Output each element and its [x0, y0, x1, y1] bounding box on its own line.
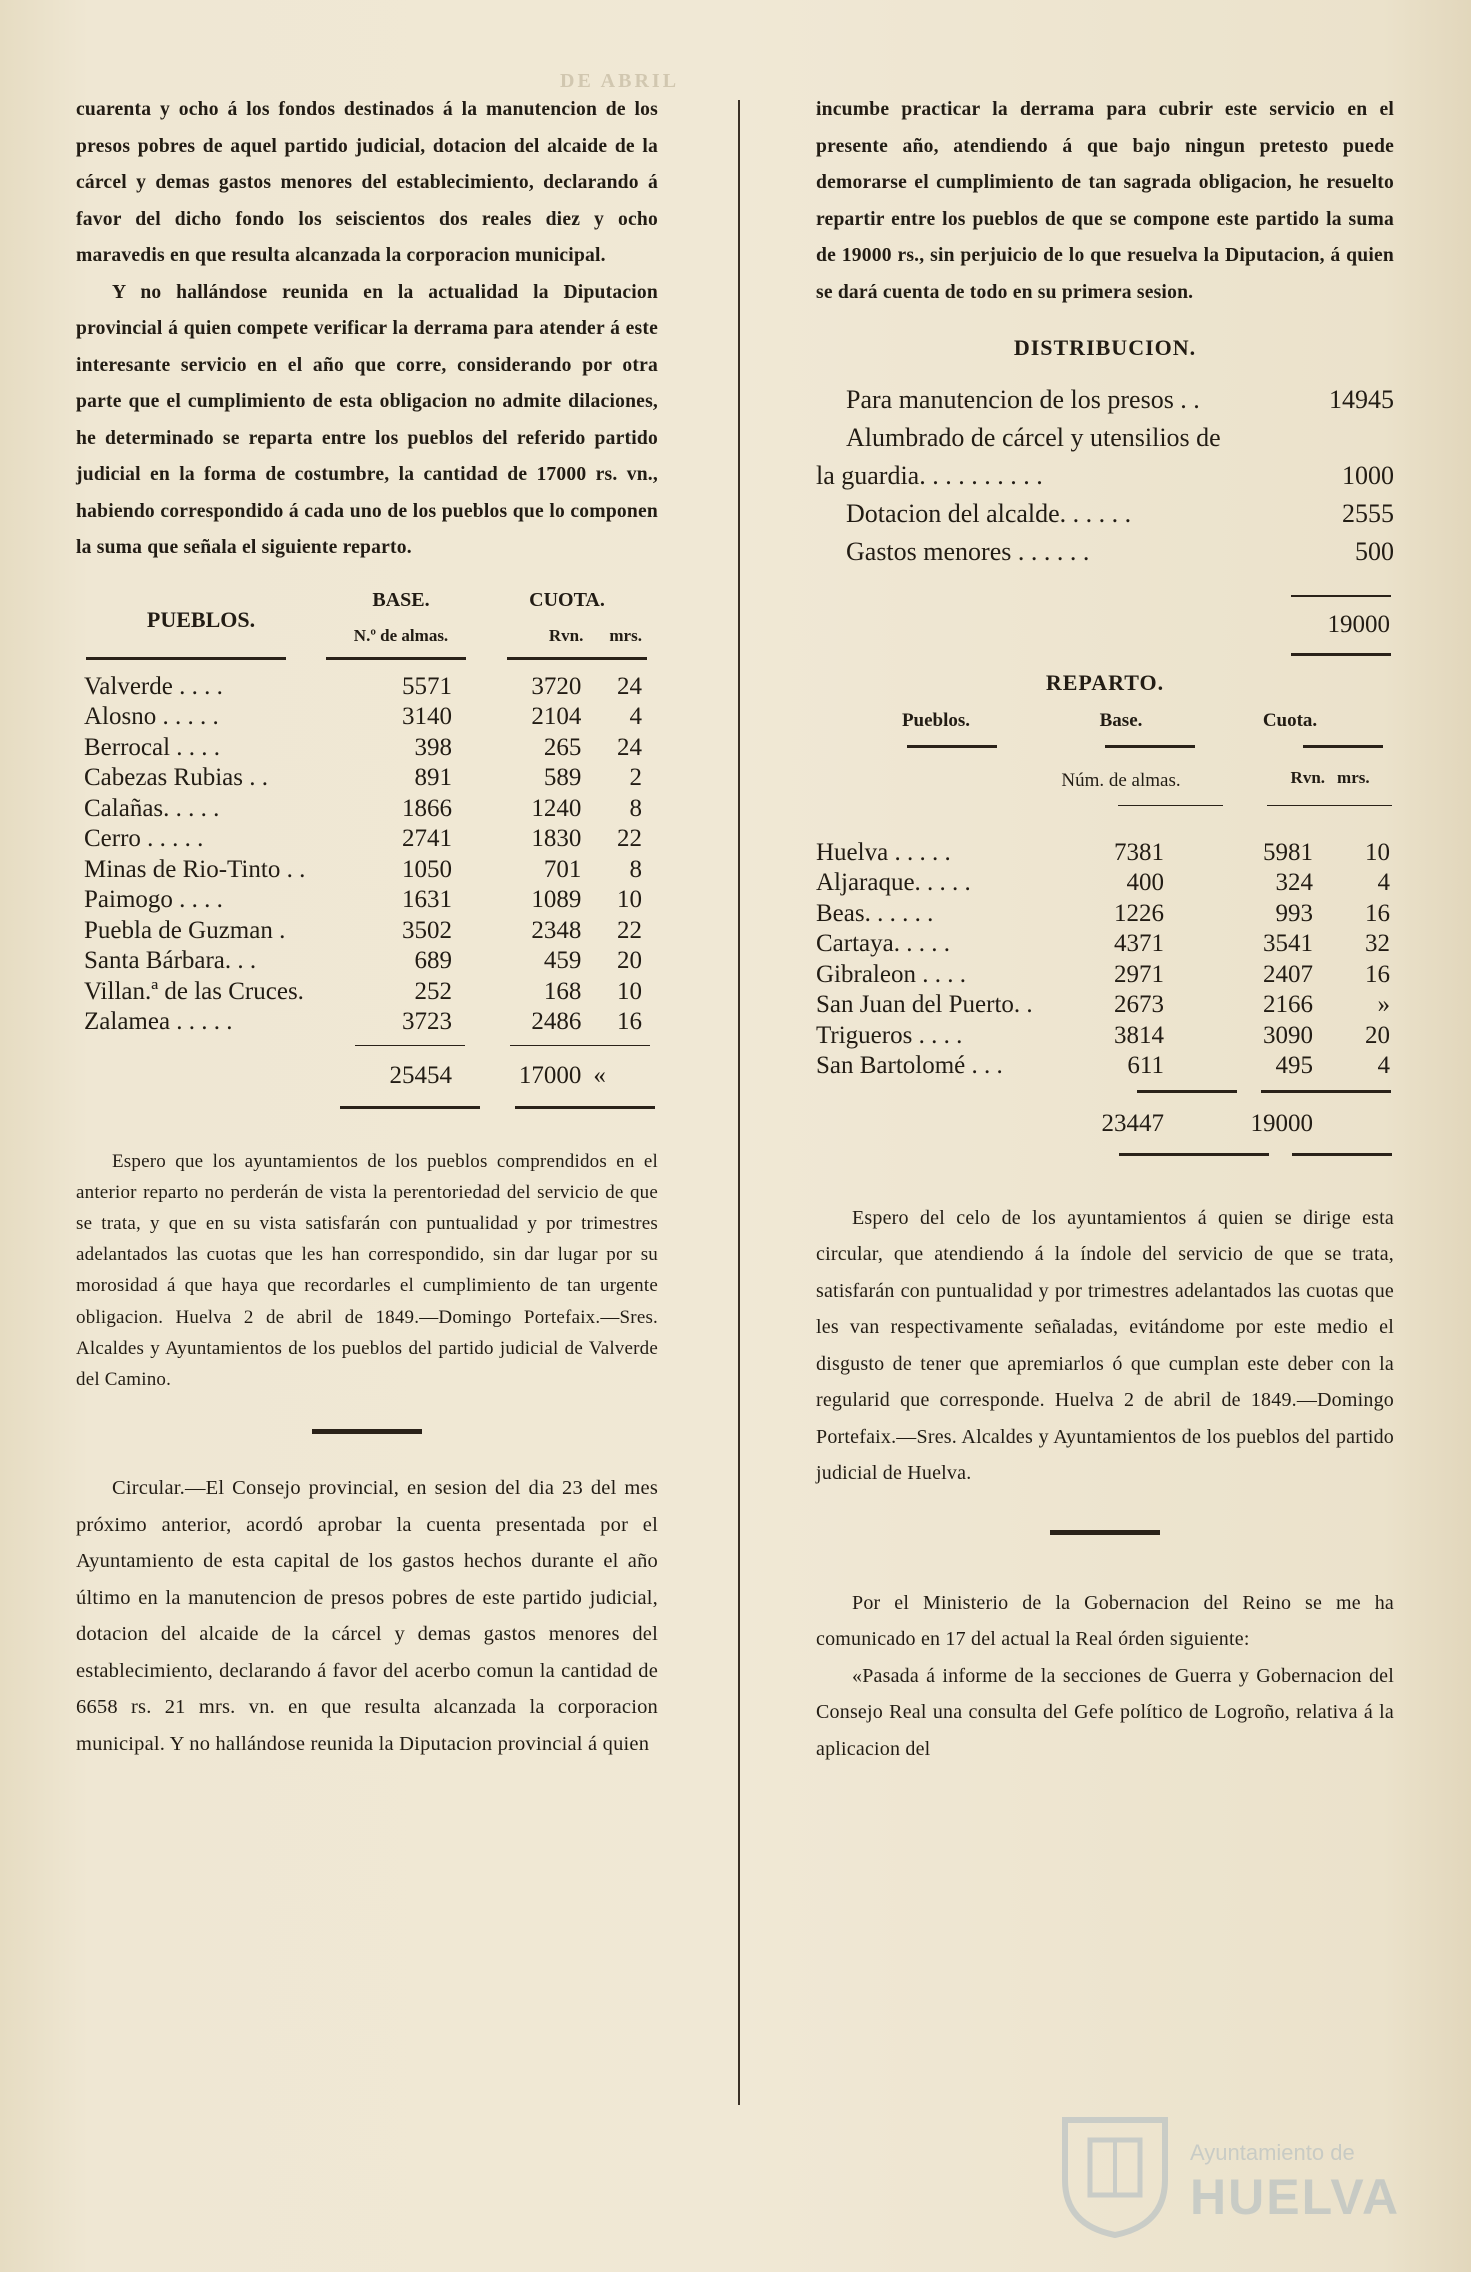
total-rvn: 19000 — [1250, 1109, 1314, 1137]
col-base-header: BASE. — [372, 588, 430, 611]
mrs-value: 4 — [1377, 869, 1390, 896]
almas-value: 611 — [1127, 1052, 1164, 1079]
col-base-header: Base. — [1099, 709, 1143, 731]
town-name: Berrocal . . . . — [84, 733, 221, 761]
distribucion-title: DISTRIBUCION. — [1013, 335, 1197, 360]
mrs-value: 32 — [1365, 930, 1390, 957]
almas-value: 252 — [414, 977, 452, 1005]
total-rule — [515, 1106, 655, 1109]
sub-rvn-header: Rvn. — [548, 625, 584, 645]
distribucion-value — [1314, 419, 1394, 457]
rvn-value: 3541 — [1263, 930, 1314, 957]
town-name: Santa Bárbara. . . — [84, 947, 257, 974]
sub-almas-header: Núm. de almas. — [1061, 769, 1181, 791]
watermark-line-2: HUELVA — [1190, 2169, 1401, 2225]
mrs-value: 22 — [617, 825, 642, 852]
col-cuota-header: Cuota. — [1262, 709, 1318, 731]
archive-watermark — [1055, 2110, 1401, 2240]
mrs-value: 20 — [617, 947, 642, 974]
left-paragraph-1: cuarenta y ocho á los fondos destinados á la manutencion de los presos pobres de aquel partido judicial, dotacion del alcaide de la cárcel y demas gastos menores del establecimiento, declarando á favor del dicho fondo los seiscientos dos reales diez y ocho maravedis en que resulta alcanzada la corporacion municipal. — [76, 99, 658, 266]
mrs-value: 24 — [617, 672, 642, 700]
town-name: Zalamea . . . . . — [84, 1008, 233, 1035]
mrs-value: 24 — [617, 733, 642, 761]
town-name: Cerro . . . . . — [84, 825, 204, 852]
mrs-value: 10 — [617, 886, 642, 913]
rvn-value: 5981 — [1263, 838, 1314, 866]
sub-rvn-header: Rvn. — [1290, 767, 1326, 787]
table-row — [76, 763, 658, 794]
mrs-value: 4 — [1377, 1052, 1390, 1079]
town-name: Alosno . . . . . — [84, 703, 219, 730]
distribucion-row — [816, 381, 1394, 419]
town-name: Minas de Rio-Tinto . . — [84, 855, 306, 883]
right-paragraph-4: «Pasada á informe de la secciones de Guerra y Gobernacion del Consejo Real una consulta del Gefe político de Logroño, relativa á la aplicacion del — [816, 1664, 1394, 1760]
mrs-value: 10 — [1365, 838, 1390, 866]
mrs-value: 16 — [1365, 899, 1390, 927]
distribucion-table — [816, 381, 1394, 571]
almas-value: 2741 — [402, 825, 452, 852]
header-rule — [507, 657, 647, 660]
distribucion-row — [816, 495, 1394, 533]
almas-value: 1866 — [402, 794, 452, 822]
distribucion-label: Para manutencion de los presos . . — [846, 385, 1200, 414]
rvn-value: 265 — [543, 733, 582, 761]
town-name: Trigueros . . . . — [816, 1021, 963, 1049]
dist-total: 19000 — [1327, 610, 1390, 638]
table-row — [76, 672, 658, 703]
town-name: Calañas. . . . . — [84, 794, 220, 822]
table-row — [76, 977, 658, 1008]
sub-mrs-header: mrs. — [1337, 767, 1370, 787]
almas-value: 3814 — [1114, 1021, 1164, 1049]
sum-rule — [1261, 1090, 1391, 1093]
distribucion-row — [816, 419, 1394, 457]
distribucion-row — [816, 457, 1394, 495]
town-name: Valverde . . . . — [84, 672, 223, 700]
total-almas: 23447 — [1101, 1109, 1164, 1137]
almas-value: 689 — [414, 947, 452, 974]
rvn-value: 3090 — [1263, 1021, 1314, 1049]
table-row — [76, 855, 658, 886]
mrs-value: 2 — [629, 764, 642, 791]
mrs-value: 20 — [1365, 1021, 1390, 1049]
table-row — [816, 899, 1394, 930]
rvn-value: 3720 — [531, 672, 582, 700]
table-row — [76, 794, 658, 825]
header-rule — [1267, 805, 1392, 807]
right-paragraph-1: incumbe practicar la derrama para cubrir este servicio en el presente año, atendiendo á que bajo ningun pretesto puede demorarse el cumplimiento de tan sagrada obligacion, he resuelto repartir entre los pueblos de que se compone este partido la suma de 19000 rs., sin perjuicio de lo que resuelva la Diputacion, á quien se dará cuenta de todo en su primera sesion. — [816, 99, 1394, 303]
town-name: Huelva . . . . . — [816, 838, 951, 866]
rvn-value: 2407 — [1263, 960, 1314, 988]
town-name: San Bartolomé . . . — [816, 1052, 1003, 1079]
rvn-value: 2166 — [1263, 991, 1314, 1018]
town-name: Beas. . . . . . — [816, 899, 934, 927]
right-paragraph-3: Por el Ministerio de la Gobernacion del Reino se me ha comunicado en 17 del actual la Real órden siguiente: — [816, 1591, 1394, 1650]
header-rule — [1303, 745, 1383, 748]
header-rule — [1118, 805, 1223, 807]
almas-value: 1050 — [402, 855, 452, 883]
almas-value: 4371 — [1114, 930, 1164, 957]
rvn-value: 993 — [1275, 899, 1314, 927]
table-row — [816, 929, 1394, 960]
almas-value: 3723 — [402, 1008, 452, 1035]
almas-value: 400 — [1126, 869, 1164, 896]
rvn-value: 1240 — [531, 794, 582, 822]
sub-almas-header: N.º de almas. — [353, 625, 449, 645]
almas-value: 398 — [414, 733, 452, 761]
mrs-value: 4 — [629, 703, 642, 730]
col-pueblos-header: PUEBLOS. — [146, 606, 256, 632]
town-name: Gibraleon . . . . — [816, 960, 966, 988]
rvn-value: 589 — [543, 764, 582, 791]
town-name: Paimogo . . . . — [84, 886, 223, 913]
distribucion-label: la guardia. . . . . . . . . . — [816, 461, 1043, 490]
total-rvn: 17000 — [518, 1061, 582, 1089]
sum-rule — [1137, 1090, 1237, 1093]
distribucion-label: Gastos menores . . . . . . — [846, 537, 1090, 566]
header-rule — [907, 745, 997, 748]
valverde-reparto-table — [76, 589, 658, 1118]
header-rule — [86, 657, 286, 660]
distribucion-value: 14945 — [1329, 385, 1394, 414]
total-rule — [1292, 1153, 1392, 1156]
table-row — [816, 868, 1394, 899]
city-shield-icon — [1055, 2110, 1175, 2240]
almas-value: 1226 — [1114, 899, 1164, 927]
sub-mrs-header: mrs. — [609, 625, 642, 645]
total-rule — [1119, 1153, 1269, 1156]
left-paragraph-3: Espero que los ayuntamientos de los pueblos comprendidos en el anterior reparto no perderán de vista la perentoriedad del servicio de que se trata, y que en su vista satisfarán con puntualidad y por trimestres adelantados las cuotas que les han correspondido, sin dar lugar por su morosidad á que haya que recordarles el cumplimiento de tan urgente obligacion. Huelva 2 de abril de 1849.—Domingo Portefaix.—Sres. Alcaldes y Ayuntamientos de los pueblos del partido judicial de Valverde del Camino. — [76, 1150, 658, 1390]
total-mrs: « — [593, 1061, 606, 1089]
total-almas: 25454 — [389, 1061, 452, 1089]
distribucion-value: 1000 — [1342, 461, 1394, 490]
mrs-value: 22 — [617, 916, 642, 944]
town-name: Cartaya. . . . . — [816, 930, 950, 957]
town-name: Villan.ª de las Cruces. — [84, 977, 304, 1005]
col-pueblos-header: Pueblos. — [901, 709, 971, 731]
rvn-value: 168 — [543, 977, 582, 1005]
distribucion-value: 2555 — [1342, 499, 1394, 528]
distribucion-label: Dotacion del alcalde. . . . . . — [846, 499, 1132, 528]
almas-value: 7381 — [1114, 838, 1164, 866]
left-paragraph-2: Y no hallándose reunida en la actualidad la Diputacion provincial á quien compete verificar la derrama para atender á este interesante servicio en el año que corre, considerando por otra parte que el cumplimiento de esta obligacion no admite dilaciones, he determinado se reparta entre los pueblos del referido partido judicial en la forma de costumbre, la cantidad de 17000 rs. vn., habiendo correspondido á cada uno de los pueblos que lo componen la suma que señala el siguiente reparto. — [76, 281, 658, 558]
table-row — [76, 1007, 658, 1038]
mrs-value: » — [1377, 991, 1390, 1018]
mrs-value: 16 — [617, 1008, 642, 1035]
mrs-value: 16 — [1365, 960, 1390, 988]
rvn-value: 459 — [543, 947, 582, 974]
town-name: Puebla de Guzman . — [84, 916, 286, 944]
col-cuota-header: CUOTA. — [529, 588, 605, 611]
right-column — [816, 92, 1394, 1767]
mrs-value: 8 — [629, 794, 642, 822]
total-rule — [340, 1106, 480, 1109]
table-row — [76, 733, 658, 764]
sum-rule — [510, 1045, 650, 1047]
reparto-title: REPARTO. — [1045, 669, 1165, 695]
watermark-line-1: Ayuntamiento de — [1190, 2140, 1355, 2165]
rvn-value: 324 — [1275, 869, 1314, 896]
rvn-value: 701 — [543, 855, 582, 883]
bleed-through-text: DE ABRIL — [560, 70, 680, 92]
town-name: San Juan del Puerto. . — [816, 991, 1033, 1018]
right-paragraph-2: Espero del celo de los ayuntamientos á quien se dirige esta circular, que atendiendo á la índole del servicio de que se trata, satisfarán con puntualidad y por trimestres adelantados las cuotas que les van respectivamente señaladas, evitándome por este medio el disgusto de tener que apremiarlos ó que cumplan este deber con la regularid que corresponde. Huelva 2 de abril de 1849.—Domingo Portefaix.—Sres. Alcaldes y Ayuntamientos de los pueblos del partido judicial de Huelva. — [816, 1206, 1394, 1484]
almas-value: 891 — [414, 764, 452, 791]
distribucion-value: 500 — [1355, 537, 1394, 566]
table-row — [816, 838, 1394, 869]
almas-value: 2971 — [1114, 960, 1164, 988]
table-row — [816, 960, 1394, 991]
almas-value: 3502 — [402, 916, 452, 944]
rvn-value: 2348 — [531, 916, 582, 944]
almas-value: 5571 — [402, 672, 452, 700]
table-row — [816, 1021, 1394, 1052]
table-row — [76, 885, 658, 916]
rvn-value: 2486 — [531, 1008, 582, 1035]
header-rule — [326, 657, 466, 660]
table-row — [76, 946, 658, 977]
left-paragraph-4: Circular.—El Consejo provincial, en sesion del dia 23 del mes próximo anterior, acordó aprobar la cuenta presentada por el Ayuntamiento de esta capital de los gastos hechos durante el año último en la manutencion de presos pobres de este partido judicial, dotacion del alcaide de la cárcel y demas gastos menores del establecimiento, declarando á favor del acerbo comun la cantidad de 6658 rs. 21 mrs. vn. en que resulta alcanzada la corporacion municipal. Y no hallándose reunida la Diputacion provincial á quien — [76, 1477, 658, 1755]
header-rule — [1105, 745, 1195, 748]
huelva-reparto-table — [816, 710, 1394, 1164]
rvn-value: 2104 — [531, 703, 582, 730]
column-divider — [738, 100, 740, 2105]
town-name: Cabezas Rubias . . — [84, 764, 268, 791]
left-column — [76, 92, 658, 1762]
mrs-value: 10 — [617, 977, 642, 1005]
sum-rule — [355, 1045, 465, 1047]
rvn-value: 1830 — [531, 825, 582, 852]
rvn-value: 495 — [1275, 1052, 1314, 1079]
table-row — [816, 1051, 1394, 1082]
table-row — [76, 916, 658, 947]
table-row — [76, 824, 658, 855]
table-row — [816, 990, 1394, 1021]
rvn-value: 1089 — [531, 886, 582, 913]
almas-value: 2673 — [1114, 991, 1164, 1018]
table-row — [76, 702, 658, 733]
almas-value: 3140 — [402, 703, 452, 730]
distribucion-row — [816, 533, 1394, 571]
almas-value: 1631 — [402, 886, 452, 913]
distribucion-label: Alumbrado de cárcel y utensilios de — [846, 423, 1221, 452]
town-name: Aljaraque. . . . . — [816, 869, 971, 896]
mrs-value: 8 — [629, 855, 642, 883]
